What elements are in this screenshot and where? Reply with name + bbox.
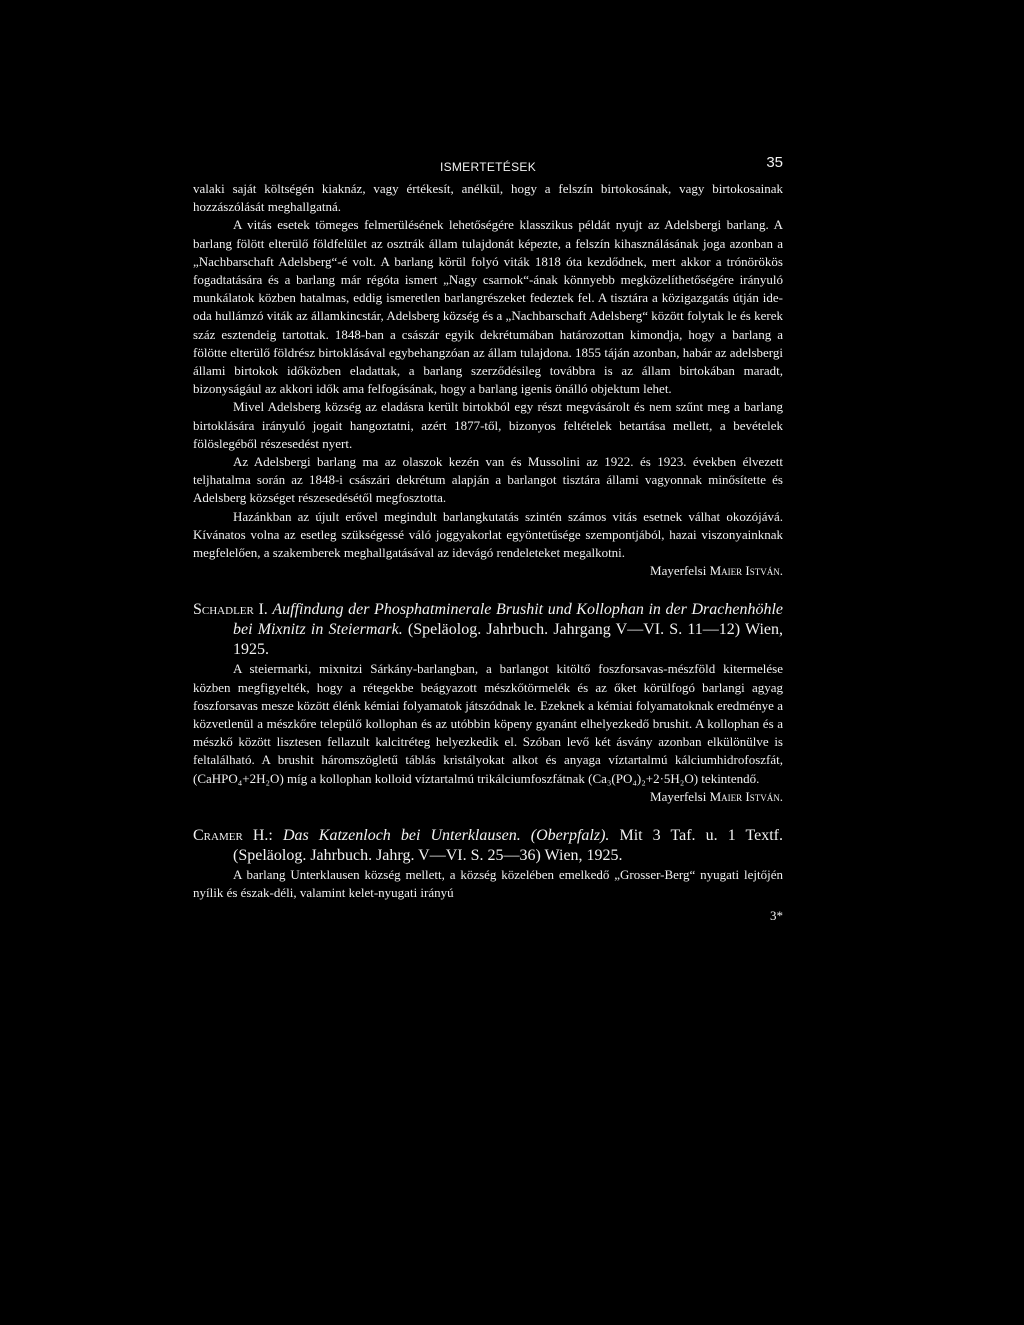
review-schadler (193, 600, 783, 806)
review-heading (193, 826, 783, 866)
review-body: A steiermarki, mixnitzi Sárkány-barlangban, a barlangot kitöltő foszforsavas-mészföld kitermelése közben megfigyelték, hogy a rétegekbe beágyazott mészkőtörmelék és az őket körülfogó barlangi agyag foszforsavas mesze között élénk kémiai folyamatok játszódnak le. Ezeknek a kémiai folyamatoknak eredménye a közvetlenül a mészkőre települő kollophan és az utóbbin köpeny gyanánt elhelyezkedő brushit. A kollophan és a mészkő között lisztesen fellazult kalcitréteg helyezkedik el. Szóban levő két ásvány azonban elkülönülve is feltalálható. A brushit háromszögletű táblás kristályokat alkot és anyaga víztartalmú kálciumhidrofoszfát, (CaHPO₄+2H₂O) míg a kollophan kolloid víztartalmú trikálciumfoszfátnak (Ca₃(PO₄)₂+2·5H₂O) tekintendő. (193, 661, 783, 786)
signature (193, 788, 783, 806)
article-text (193, 180, 783, 580)
review-author-initial: H.: (242, 827, 283, 845)
signature-place: Mayerfelsi (650, 788, 707, 804)
review-source: (Speläolog. Jahrbuch. Jahrgang V—VI. S. 11—12) Wien, 1925. (233, 621, 784, 659)
review-author: Cramer (193, 827, 243, 845)
signature-name: Maier István. (709, 788, 783, 804)
running-head: ISMERTETÉSEK (439, 160, 537, 174)
page-header (193, 152, 783, 180)
document-page (193, 152, 783, 925)
paragraph: Mivel Adelsberg község az eladásra került birtokból egy részt megvásárolt és nem szűnt meg a barlang birtoklására irányuló jogait hangoztatni, azért 1877-től, bizonyos feltételek betartása mellett, a bevételek fölöslegéből részesedést nyert. (193, 399, 783, 451)
paragraph: Az Adelsbergi barlang ma az olaszok kezén van és Mussolini az 1922. és 1923. években élvezett teljhatalma során az 1848-i császári dekrétum alapján a barlangot tisztára állami vagyonnak minősítette és Adelsberg községet részesedésétől megfosztotta. (193, 454, 783, 506)
review-author-initial: I. (253, 601, 273, 619)
review-title: Das Katzenloch bei Unterklausen. (Oberpfalz). (282, 827, 610, 845)
review-author: Schadler (193, 601, 254, 619)
review-cramer (193, 826, 783, 902)
page-number: 35 (766, 154, 783, 171)
signature-place: Mayerfelsi (650, 563, 707, 579)
folio-mark: 3* (770, 907, 783, 923)
review-source: Mit 3 Taf. u. 1 Textf. (Speläolog. Jahrbuch. Jahrg. V—VI. S. 25—36) Wien, 1925. (233, 827, 784, 865)
signature-name: Maier István. (709, 563, 783, 579)
signature (193, 562, 783, 580)
paragraph: valaki saját költségén kiaknáz, vagy értékesít, anélkül, hogy a felszín birtokosának, vagy birtokosainak hozzászólását meghallgatná. (193, 181, 783, 215)
review-heading (193, 600, 783, 660)
paragraph: A vitás esetek tömeges felmerülésének lehetőségére klasszikus példát nyujt az Adelsbergi barlang. A barlang fölött elterülő földfelület az osztrák állam tulajdonát képezte, a felszín kihasználásának joga azonban a „Nachbarschaft Adelsberg“-é volt. A barlang körül folyó viták 1818 óta kezdődnek, mert akkor a trónörökös fogadtatására és a barlang már régóta ismert „Nagy csarnok“-ának könnyebb megközelíthetőségére irányuló munkálatok közben hatalmas, eddig ismeretlen barlangrészeket fedeztek fel. A tisztára a közigazgatás útján ide-oda hullámzó viták az államkincstár, Adelsberg község és a „Nachbarschaft Adelsberg“ között folytak le és kerek száz esztendeig tartottak. 1848-ban a császár egyik dekrétumában határozottan kimondja, hogy a barlang a fölötte elterülő földrész birtoklásával egybehangzóan az állam tulajdona. 1855 táján azonban, habár az adelsbergi állami birtokok időközben eladattak, a barlang szerződésileg továbbra is az állam birtokában maradt, bizonyságául az akkori idők ama felfogásának, hogy a barlang igenis önálló objektum lehet. (193, 217, 783, 397)
paragraph: Hazánkban az újult erővel megindult barlangkutatás szintén számos vitás esetnek válhat okozójává. Kívánatos volna az esetleg szükségessé váló joggyakorlat egyöntetűsége szempontjából, hazai viszonyainknak megfelelően, a szakemberek meghallgatásával az idevágó rendeleteket megalkotni. (193, 508, 783, 561)
review-body: A barlang Unterklausen község mellett, a község közelében emelkedő „Grosser-Berg“ nyugati lejtőjén nyílik és észak-déli, valamint kelet-nyugati irányú (193, 867, 783, 901)
review-title: Auffindung der Phosphatminerale Brushit und Kollophan in der Drachenhöhle bei Mixnitz in Steiermark. (233, 601, 783, 639)
